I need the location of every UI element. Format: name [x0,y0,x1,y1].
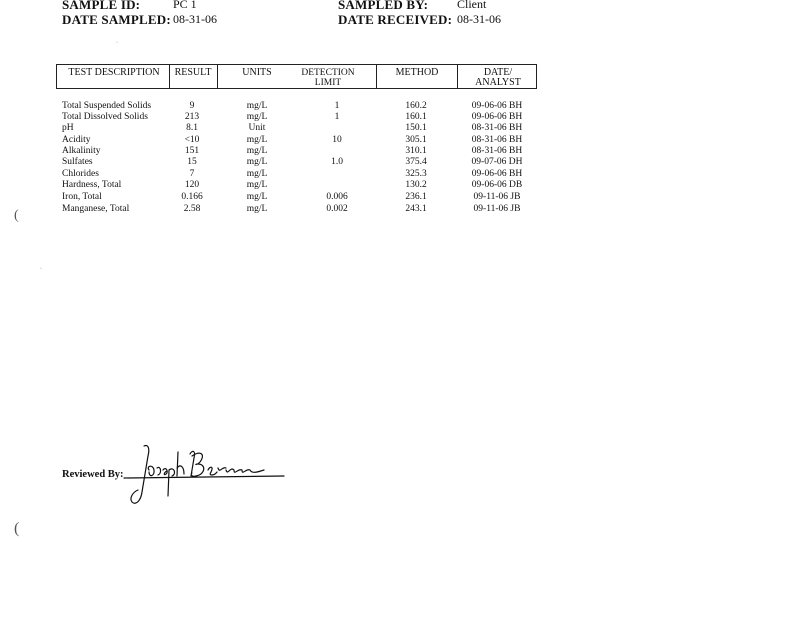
detection-limit-value: 0.002 [326,204,348,214]
date-analyst-value: 09-06-06 BH [471,169,523,179]
test-description: Manganese, Total [62,204,130,214]
scan-speck: · [116,40,118,46]
punch-hole-mark: ( [14,208,19,223]
punch-hole-mark: ( [14,520,20,537]
test-description: Hardness, Total [62,180,122,190]
units-value: mg/L [246,135,268,145]
test-description: pH [62,123,74,133]
date-sampled-value: 08-31-06 [173,12,217,26]
test-description: Alkalinity [62,146,101,156]
scan-speck: · [40,266,42,272]
test-description: Iron, Total [62,192,102,202]
units-value: mg/L [246,112,268,122]
method-value: 305.1 [405,135,427,145]
units-value: mg/L [246,101,268,111]
result-value: 2.58 [183,204,201,214]
units-value: Unit [248,123,266,133]
date-analyst-value: 09-06-06 BH [471,101,523,111]
method-value: 375.4 [405,157,427,167]
result-value: 213 [184,112,200,122]
result-value: 120 [184,180,200,190]
test-description: Total Dissolved Solids [62,112,148,122]
method-value: 160.2 [405,101,427,111]
test-description: Sulfates [62,157,93,167]
sample-id-label: SAMPLE ID: [62,0,141,12]
column-header-date-analyst: DATE/ ANALYST [475,67,521,88]
units-value: mg/L [246,157,268,167]
column-divider [376,65,377,88]
sampled-by-value: Client [457,0,487,11]
table-row [0,192,540,203]
column-header-detection-limit: DETECTION LIMIT [301,68,355,88]
table-row [0,146,540,157]
column-header-method: METHOD [395,67,439,78]
column-header-units: UNITS [242,67,272,78]
result-value: 9 [189,101,195,111]
detection-limit-value: 1.0 [331,157,343,167]
result-value: 8.1 [186,123,198,133]
date-analyst-value: 09-11-06 JB [473,192,521,202]
result-value: 151 [184,146,200,156]
test-description: Chlorides [62,169,99,179]
detection-limit-value: 10 [332,135,342,145]
column-header-test-description: TEST DESCRIPTION [68,67,160,78]
result-value: 0.166 [181,192,203,202]
method-value: 243.1 [405,204,427,214]
date-received-value: 08-31-06 [457,12,501,26]
table-row [0,180,540,191]
detection-limit-value: 0.006 [326,192,348,202]
sampled-by-label: SAMPLED BY: [338,0,429,12]
units-value: mg/L [246,169,268,179]
table-row [0,169,540,180]
date-analyst-value: 08-31-06 BH [471,135,523,145]
column-header-result: RESULT [174,67,212,78]
results-table-header [56,64,537,89]
table-row [0,101,540,112]
date-analyst-value: 09-11-06 JB [473,204,521,214]
date-received-label: DATE RECEIVED: [338,12,453,27]
table-row [0,135,540,146]
method-value: 160.1 [405,112,427,122]
date-analyst-value: 08-31-06 BH [471,146,523,156]
units-value: mg/L [246,180,268,190]
table-row [0,112,540,123]
table-row [0,157,540,168]
detection-limit-value: 1 [334,112,340,122]
date-sampled-label: DATE SAMPLED: [62,12,171,27]
test-description: Acidity [62,135,91,145]
result-value: 7 [189,169,195,179]
units-value: mg/L [246,146,268,156]
sample-id-value: PC 1 [173,0,197,11]
method-value: 150.1 [405,123,427,133]
units-value: mg/L [246,192,268,202]
test-description: Total Suspended Solids [62,101,152,111]
result-value: <10 [184,135,200,145]
method-value: 130.2 [405,180,427,190]
reviewed-by-label: Reviewed By: [62,469,124,480]
method-value: 310.1 [405,146,427,156]
units-value: mg/L [246,204,268,214]
table-row [0,204,540,215]
column-divider [217,65,218,88]
column-divider [457,65,458,88]
result-value: 15 [187,157,197,167]
table-row [0,123,540,134]
reviewer-signature [122,440,292,512]
method-value: 325.3 [405,169,427,179]
date-analyst-value: 09-07-06 DH [471,157,523,167]
detection-limit-value: 1 [334,101,340,111]
date-analyst-value: 09-06-06 DB [471,180,523,190]
method-value: 236.1 [405,192,427,202]
date-analyst-value: 09-06-06 BH [471,112,523,122]
date-analyst-value: 08-31-06 BH [471,123,523,133]
